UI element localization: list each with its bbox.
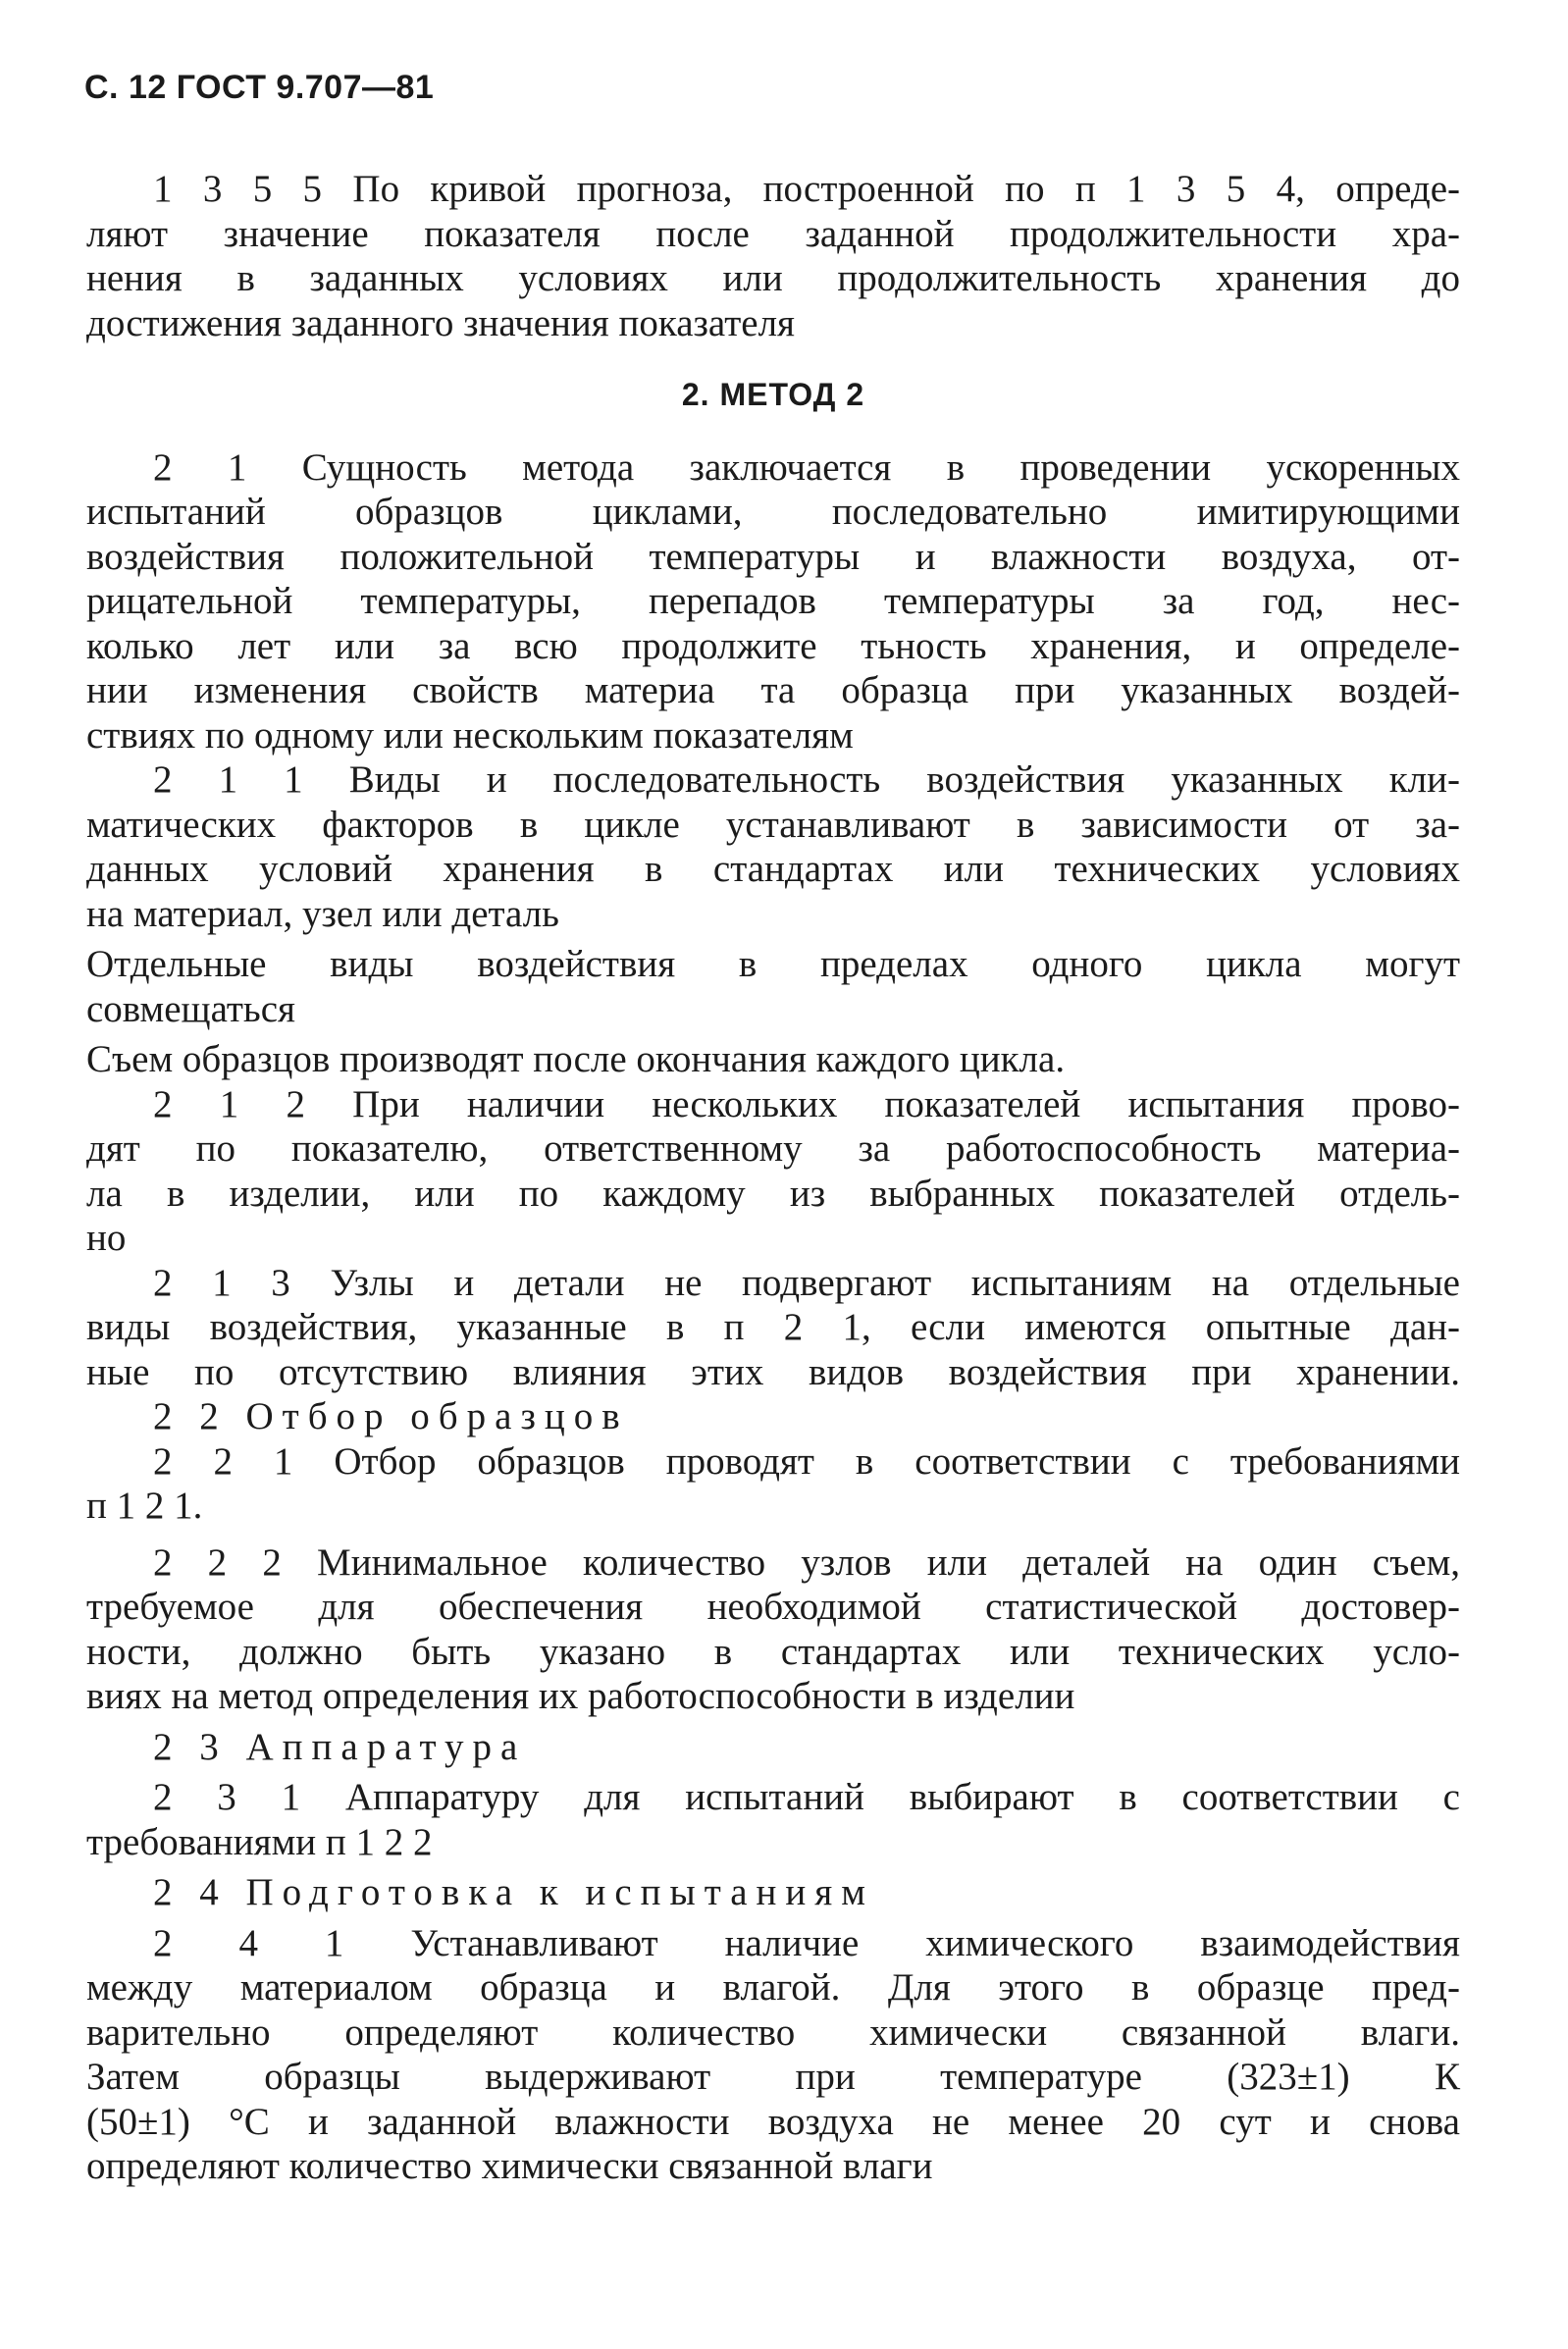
subsection-title: 2 3 Аппаратура [153,1725,527,1768]
text-line: воздействия положительной температуры и влажности воздуха, от- [86,535,1460,578]
text-line: 2 1 Сущность метода заключается в проведении ускоренных [153,445,1460,489]
text-line: на материал, узел или деталь [86,892,559,935]
text-line: требуемое для обеспечения необходимой статистической достовер- [86,1586,1460,1628]
text-line: виях на метод определения их работоспособности в изделии [86,1675,1075,1717]
text-line: 1 3 5 5 По кривой прогноза, построенной по п 1 3 5 4, опреде- [153,168,1460,210]
text-line: 2 2 1 Отбор образцов проводят в соответствии с требованиями [153,1439,1460,1483]
text-line: 2 2 2 Минимальное количество узлов или деталей на один съем, [153,1540,1460,1584]
text-line: 2 1 3 Узлы и детали не подвергают испытаниям на отдельные [153,1261,1460,1304]
text-line: испытаний образцов циклами, последовательно имитирующими [86,491,1460,533]
text-line: ствиях по одному или нескольким показателям [86,713,854,757]
subsection-title: 2 4 Подготовка к испытаниям [153,1871,874,1913]
subsection-title: 2 2 Отбор образцов [153,1395,629,1437]
text-line: требованиями п 1 2 2 [86,1820,433,1863]
text-line: варительно определяют количество химически связанной влаги. [86,2010,1460,2054]
text-line: 2 3 1 Аппаратуру для испытаний выбирают в соответствии с [153,1776,1460,1818]
section-title: 2. МЕТОД 2 [681,377,865,412]
text-line: определяют количество химически связанной влаги [86,2145,933,2187]
text-line: 2 1 1 Виды и последовательность воздействия указанных кли- [153,758,1460,801]
text-line: ла в изделии, или по каждому из выбранных показателей отдель- [86,1172,1460,1215]
text-line: п 1 2 1. [86,1485,203,1527]
text-line: 2 1 2 При наличии нескольких показателей испытания прово- [153,1082,1460,1125]
text-line: (50±1) °С и заданной влажности воздуха не менее 20 сут и снова [86,2100,1460,2143]
text-line: данных условий хранения в стандартах или технических условиях [86,848,1460,890]
text-line: колько лет или за всю продолжите тьность хранения, и определе- [86,624,1460,667]
text-line: 2 4 1 Устанавливают наличие химического взаимодействия [153,1921,1460,1964]
text-line: ные по отсутствию влияния этих видов воздействия при хранении. [86,1350,1460,1393]
text-line: нения в заданных условиях или продолжительность хранения до [86,257,1460,299]
text-line: нии изменения свойств материа та образца при указанных воздей- [86,669,1460,711]
text-line: Отдельные виды воздействия в пределах одного цикла могут [86,943,1460,985]
text-line: Затем образцы выдерживают при температуре (323±1) К [86,2056,1460,2098]
text-line: ности, должно быть указано в стандартах или технических усло- [86,1630,1460,1673]
text-line: ляют значение показателя после заданной продолжительности хра- [86,212,1460,255]
page-header: С. 12 ГОСТ 9.707—81 [84,69,435,106]
text-line: между материалом образца и влагой. Для этого в образце пред- [86,1966,1460,2009]
text-line: виды воздействия, указанные в п 2 1, если имеются опытные дан- [86,1306,1460,1348]
text-line: достижения заданного значения показателя [86,301,795,344]
text-line: Съем образцов производят после окончания каждого цикла. [86,1038,1066,1080]
text-line: матических факторов в цикле устанавливают в зависимости от за- [86,803,1460,846]
text-line: совмещаться [86,987,295,1030]
text-line: но [86,1217,127,1259]
text-line: рицательной температуры, перепадов температуры за год, нес- [86,580,1460,622]
text-line: дят по показателю, ответственному за работоспособность материа- [86,1127,1460,1170]
document-body [86,167,1460,2189]
